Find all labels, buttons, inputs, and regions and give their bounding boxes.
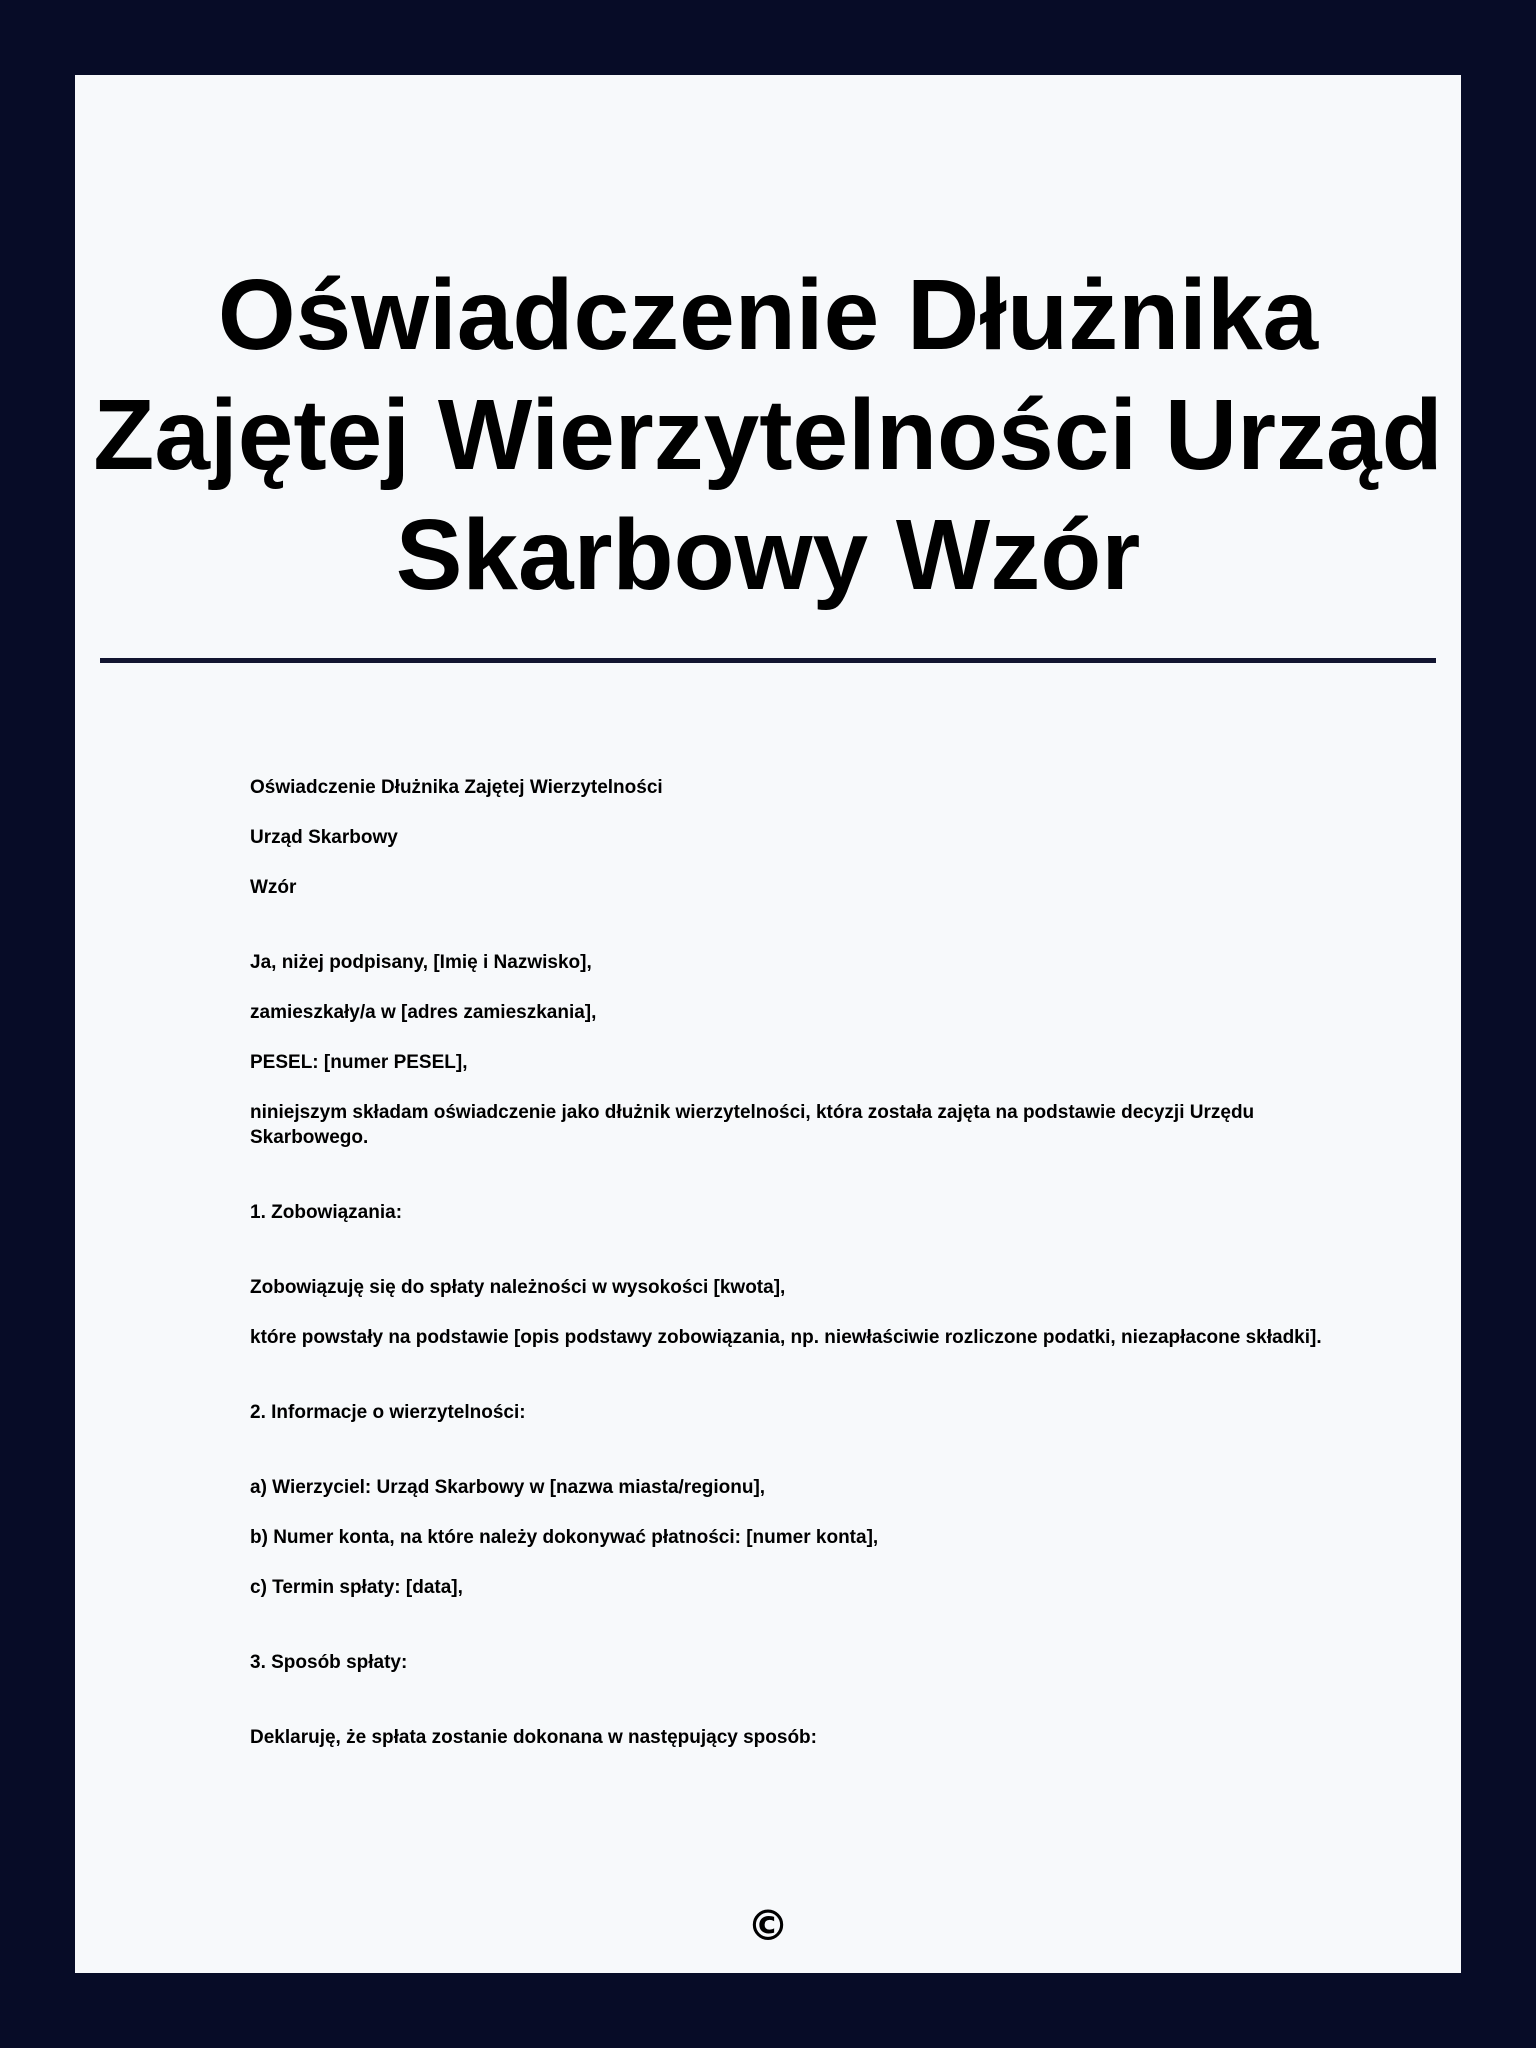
spacer: [250, 1450, 1330, 1475]
intro-line: PESEL: [numer PESEL],: [250, 1052, 468, 1073]
document-body: [250, 775, 1330, 1775]
spacer: [250, 1625, 1330, 1650]
spacer: [250, 1375, 1330, 1400]
section-line: c) Termin spłaty: [data],: [250, 1577, 463, 1598]
spacer: [250, 925, 1330, 950]
section-line: a) Wierzyciel: Urząd Skarbowy w [nazwa miasta/regionu],: [250, 1477, 766, 1498]
header-line: Urząd Skarbowy: [250, 827, 398, 848]
section-line: które powstały na podstawie [opis podstawy zobowiązania, np. niewłaściwie rozliczone podatki, niezapłacone składki].: [250, 1327, 1322, 1348]
section-line: Zobowiązuję się do spłaty należności w wysokości [kwota],: [250, 1277, 786, 1298]
spacer: [250, 1175, 1330, 1200]
section-heading: 2. Informacje o wierzytelności:: [250, 1402, 526, 1423]
intro-line: niniejszym składam oświadczenie jako dłużnik wierzytelności, która została zajęta na podstawie decyzji Urzędu Skarbowego.: [250, 1102, 1255, 1148]
header-line: Oświadczenie Dłużnika Zajętej Wierzytelności: [250, 777, 663, 798]
document-page: [75, 75, 1461, 1973]
header-line: Wzór: [250, 877, 297, 898]
spacer: [250, 1250, 1330, 1275]
section-heading: 3. Sposób spłaty:: [250, 1652, 408, 1673]
section-line: Deklaruję, że spłata zostanie dokonana w następujący sposób:: [250, 1727, 817, 1748]
section-line: b) Numer konta, na które należy dokonywać płatności: [numer konta],: [250, 1527, 879, 1548]
document-title: Oświadczenie Dłużnika Zajętej Wierzytelności Urząd Skarbowy Wzór: [93, 259, 1443, 611]
spacer: [250, 1700, 1330, 1725]
intro-line: zamieszkały/a w [adres zamieszkania],: [250, 1002, 597, 1023]
intro-line: Ja, niżej podpisany, [Imię i Nazwisko],: [250, 952, 592, 973]
section-heading: 1. Zobowiązania:: [250, 1202, 403, 1223]
title-divider: [100, 658, 1436, 663]
copyright-icon: ©: [747, 1901, 789, 1950]
